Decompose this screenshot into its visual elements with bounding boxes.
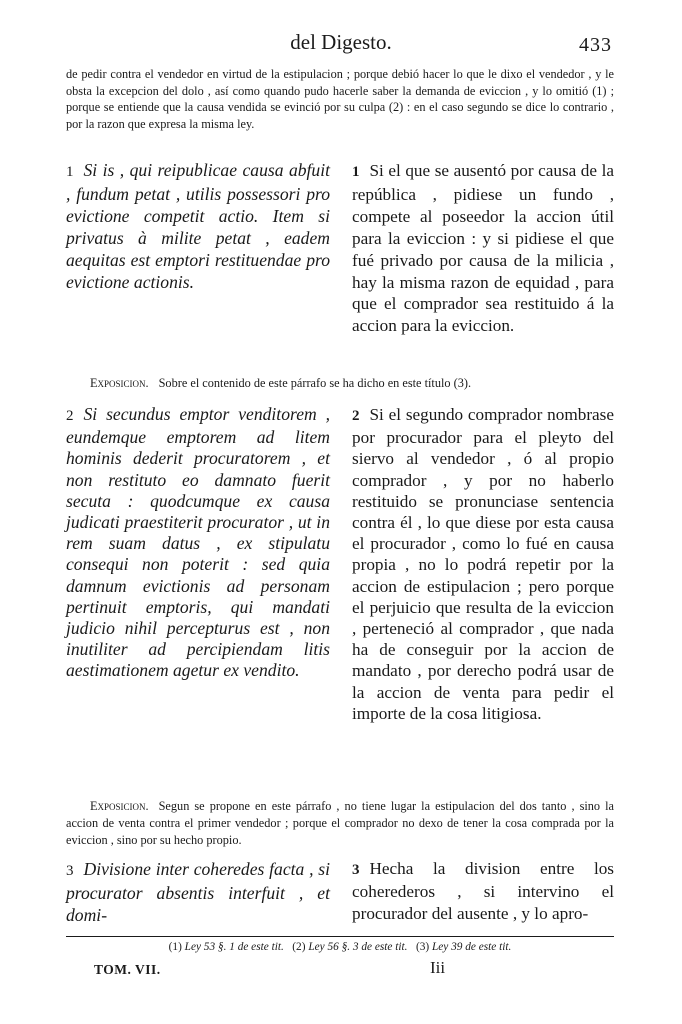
spanish-text: Si el segundo comprador nombrase por procurador para el pleyto del siervo al vendedor , ó al propio comprador , y por no haberlo restituido se pronunciase sentencia contra él , lo que diese por esta causa el procurador , como lo fué en causa propia , no lo podrá repetir por la accion de estipulacion ; pero porque el perjuicio que resulta de la eviccion , perteneció al comprador , que nada ha de conseguir por la accion de mandato , por derecho podrá usar de la accion de venta para pedir el importe de la cosa litigiosa. xyxy=(352,405,614,723)
footnote xyxy=(169,941,284,953)
footnote-text: Ley 53 §. 1 de este tit. xyxy=(184,941,284,953)
footnote xyxy=(416,941,511,953)
exposition-1 xyxy=(66,374,614,392)
page-number: 433 xyxy=(579,34,612,56)
volume-label: TOM. VII. xyxy=(94,962,161,977)
intro-paragraph: de pedir contra el vendedor en virtud de la estipulacion ; porque debió hacer lo que le dixo el vendedor , y le obsta la excepcion del dolo , así como quando pudo hacerle saber la demanda de eviccion , y lo omitió (1) ; porque se entiende que la causa vendida se evinció por su culpa (2) : en el caso segundo se dice lo contrario , por la razon que expresa la misma ley. xyxy=(66,67,614,131)
spanish-paragraph-1 xyxy=(352,160,614,337)
exposition-text: Segun se propone en este párrafo , no tiene lugar la estipulacion del dos tanto , sino la accion de venta contra el primer vendedor ; porque el comprador no dexo de tener la cosa comprada por la eviccion , sino por su hecho propio. xyxy=(66,799,614,847)
section-number: 1 xyxy=(66,164,74,180)
section-number: 3 xyxy=(352,862,360,878)
latin-text: Divisione inter coheredes facta , si procurator absentis interfuit , et domi- xyxy=(66,859,330,925)
exposition-2 xyxy=(66,798,614,849)
exposition-label: Exposicion. xyxy=(90,376,149,390)
section-number: 1 xyxy=(352,164,360,180)
spanish-text: Si el que se ausentó por causa de la república , pidiese un fundo , compete al poseedor la accion útil para la eviccion : y si pidiese el que fué privado por causa de la milicia , hay la misma razon de equidad , para que el comprador sea restituido á la accion para la eviccion. xyxy=(352,161,614,336)
section-number: 2 xyxy=(66,408,74,424)
spanish-paragraph-2 xyxy=(352,404,614,724)
spanish-text: Hecha la division entre los coherederos , si intervino el procurador del ausente , y lo apro- xyxy=(352,859,614,923)
exposition-text: Sobre el contenido de este párrafo se ha dicho en este título (3). xyxy=(158,376,472,390)
footnote-text: Ley 39 de este tit. xyxy=(431,941,512,953)
exposition-label: Exposicion. xyxy=(90,799,149,813)
latin-paragraph-1 xyxy=(66,160,330,293)
latin-paragraph-2 xyxy=(66,404,330,682)
footnote-text: Ley 56 §. 3 de este tit. xyxy=(308,941,408,953)
footnote-number: (3) xyxy=(415,941,430,953)
footnote-rule xyxy=(66,936,614,937)
footnote-number: (2) xyxy=(292,941,306,953)
section-number: 2 xyxy=(352,408,360,424)
section-number: 3 xyxy=(66,863,74,879)
latin-text: Si is , qui reipublicae causa abfuit , fundum petat , utilis possessori pro evictione competit actio. Item si privatus à milite petat , eadem aequitas est emptori restituendae pro evictione actionis. xyxy=(66,160,330,292)
footnotes xyxy=(66,941,614,953)
footnote-number: (1) xyxy=(168,941,182,953)
latin-paragraph-3 xyxy=(66,858,330,926)
signature-mark: Iii xyxy=(430,958,446,977)
running-title: del Digesto. xyxy=(290,30,392,54)
running-head xyxy=(0,30,682,60)
latin-text: Si secundus emptor venditorem , eundemque emptorem ad litem hominis dederit procuratorem , et non restituto eo damnato fuerit secuta : quodcumque ex causa judicati praestiterit procurator , ut in rem suam datus , ex stipulatu consequi non poterit : sed quia damnum evictionis ad personam pertinuit emptoris, qui mandati judicio nihil percepturus est , non inutiliter ad percipiendam litis aestimationem agetur ex vendito. xyxy=(66,404,330,681)
spanish-paragraph-3 xyxy=(352,858,614,925)
footnote xyxy=(292,941,407,953)
